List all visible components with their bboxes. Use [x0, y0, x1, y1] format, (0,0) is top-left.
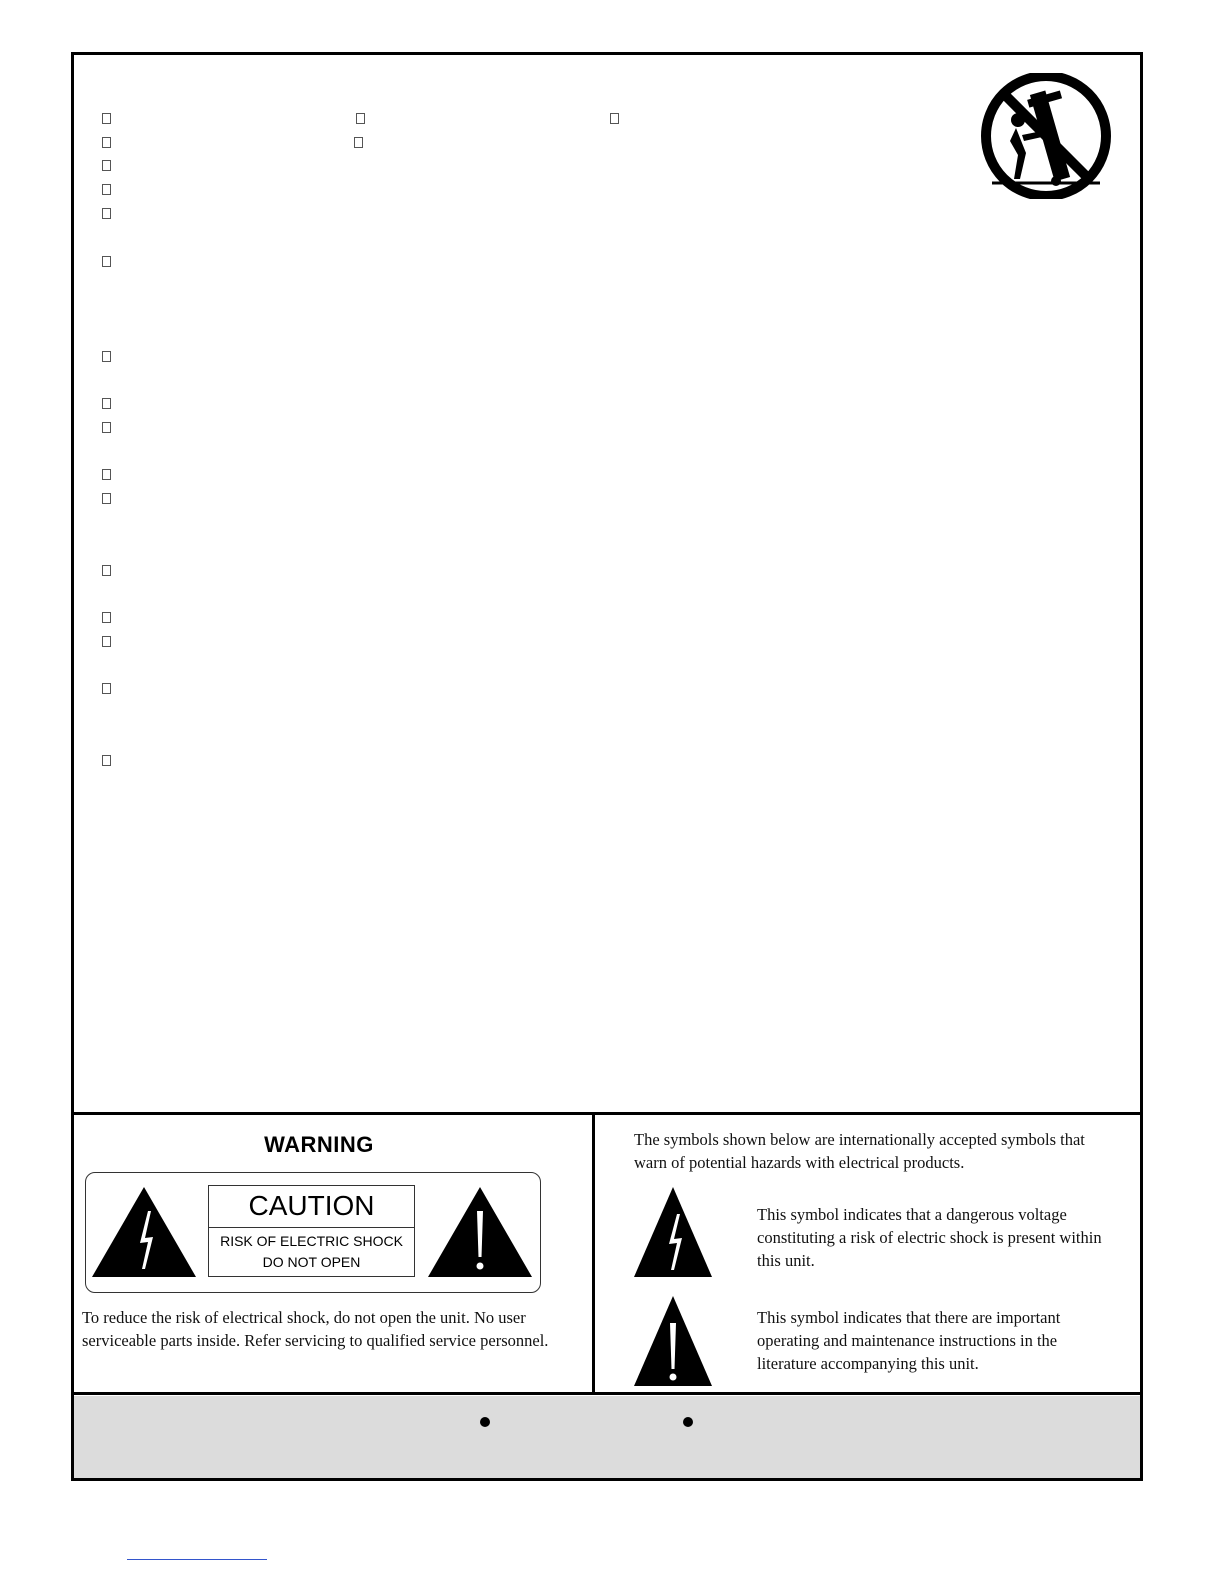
- safety-instructions-section: [74, 55, 1140, 1115]
- list-marker: [610, 113, 619, 124]
- footer-bar: [74, 1396, 1140, 1478]
- caution-word: CAUTION: [209, 1190, 414, 1228]
- warning-body: To reduce the risk of electrical shock, do not open the unit. No user serviceable parts inside. Refer servicing to qualified service personnel.: [82, 1308, 549, 1350]
- bullet-dot: [480, 1417, 490, 1427]
- list-marker: [102, 683, 111, 694]
- caution-line-2: DO NOT OPEN: [262, 1254, 361, 1270]
- caution-line-1: RISK OF ELECTRIC SHOCK: [220, 1233, 403, 1249]
- exclamation-warning-icon: [633, 1295, 713, 1387]
- list-marker: [102, 493, 111, 504]
- list-marker: [102, 256, 111, 267]
- section-divider: [74, 1112, 1140, 1115]
- list-marker: [354, 137, 363, 148]
- list-marker: [102, 184, 111, 195]
- exclamation-warning-icon: [426, 1185, 534, 1279]
- list-marker: [356, 113, 365, 124]
- instructions-symbol-description: This symbol indicates that there are important operating and maintenance instructions in the literature accompanying this unit.: [757, 1308, 1061, 1373]
- list-marker: [102, 137, 111, 148]
- list-marker: [102, 398, 111, 409]
- caution-inner-box: [208, 1185, 415, 1277]
- list-marker: [102, 636, 111, 647]
- lightning-warning-icon: [633, 1186, 713, 1278]
- no-cart-tipping-icon: [976, 73, 1116, 199]
- symbols-intro: The symbols shown below are internationally accepted symbols that warn of potential hazards with electrical products.: [634, 1130, 1085, 1172]
- list-marker: [102, 565, 111, 576]
- list-marker: [102, 160, 111, 171]
- lightning-warning-icon: [90, 1185, 198, 1279]
- caution-label-box: [85, 1172, 541, 1293]
- bullet-dot: [683, 1417, 693, 1427]
- list-marker: [102, 351, 111, 362]
- panel-divider: [592, 1115, 595, 1393]
- list-marker: [102, 422, 111, 433]
- footer-divider: [74, 1392, 1140, 1395]
- link-underline[interactable]: [127, 1559, 267, 1560]
- document-frame: [71, 52, 1143, 1481]
- list-marker: [102, 469, 111, 480]
- list-marker: [102, 755, 111, 766]
- list-marker: [102, 113, 111, 124]
- warning-title: WARNING: [264, 1132, 374, 1157]
- voltage-symbol-description: This symbol indicates that a dangerous voltage constituting a risk of electric shock is present within this unit.: [757, 1205, 1102, 1270]
- list-marker: [102, 208, 111, 219]
- list-marker: [102, 612, 111, 623]
